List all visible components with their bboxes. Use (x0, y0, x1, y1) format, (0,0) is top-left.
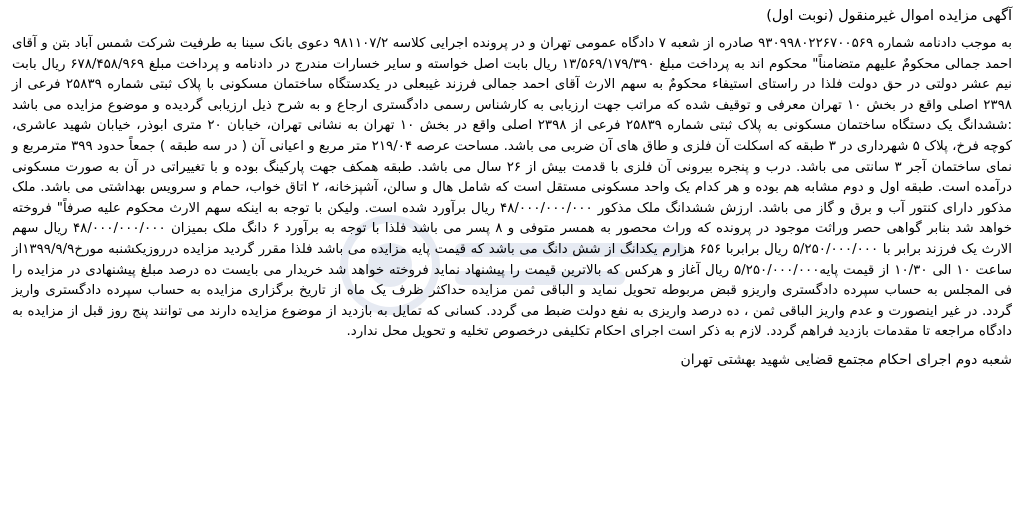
auction-notice (12, 4, 1012, 371)
notice-signature: شعبه دوم اجرای احکام مجتمع قضایی شهید بهشتی تهران (680, 351, 1012, 368)
notice-body: به موجب دادنامه شماره ۹۳۰۹۹۸۰۲۲۶۷۰۰۵۶۹ صادره از شعبه ۷ دادگاه عمومی تهران و در پرونده اجرایی کلاسه ۹۸۱۱۰۷/۲ دعوی بانک سینا به طرفیت شرکت شمس آباد بتن و آقای احمد جمالی محکومٌ علیهم متضامناً" محکوم اند به پرداخت مبلغ ۱۳/۵۶۹/۱۷۹/۳۹۰ ریال بابت اصل خواسته و سایر خسارات مندرج در دادنامه و پرداخت مبلغ ۶۷۸/۴۵۸/۹۶۹ ریال بابت نیم عشر دولتی در حق دولت فلذا در راستای استیفاء محکومٌ به سهم الارث آقای احمد جمالی فرزند غیبعلی در یکدستگاه ساختمان مسکونی با پلاک ثبتی شماره ۲۵۸۳۹ فرعی از ۲۳۹۸ اصلی واقع در بخش ۱۰ تهران معرفی و توقیف شده که مراتب جهت ارزیابی به کارشناس رسمی دادگستری ارجاع و به شرح ذیل ارزیابی گردیده و موضوع مزایده می باشد :ششدانگ یک دستگاه ساختمان مسکونی به پلاک ثبتی شماره ۲۵۸۳۹ فرعی از ۲۳۹۸ اصلی واقع در بخش ۱۰ تهران به نشانی تهران، خیابان ۲۰ متری ابوذر، خیابان شهید عاشری، کوچه فرخ، پلاک ۵ شهرداری در ۳ طبقه که اسکلت آن فلزی و طاق های آن ضربی می باشد. مساحت عرصه ۲۱۹/۰۴ متر مربع و اعیانی آن ( در سه طبقه ) جمعاً حدود ۳۹۹ مترمربع و نمای ساختمان آجر ۳ سانتی می باشد. درب و پنجره بیرونی آن فلزی با قدمت بیش از ۲۶ سال می باشد. طبقه همکف جهت پارکینگ بوده و با تغییراتی در آن به صورت مسکونی درآمده است. طبقه اول و دوم مشابه هم بوده و هر کدام یک واحد مسکونی مستقل است که شامل هال و سالن، آشپزخانه، ۲ اتاق خواب، حمام و سرویس بهداشتی می باشد. ملک مذکور دارای کنتور آب و برق و گاز می باشد. ارزش ششدانگ ملک مذکور ۴۸/۰۰۰/۰۰۰/۰۰۰ ریال برآورد شده است. ولیکن با توجه به اینکه سهم الارث محکوم علیه صرفاً" فروخته خواهد شد بنابر گواهی حصر وراثت موجود در پرونده که وراث محصور به همسر متوفی و ۸ پسر می باشد فلذا با توجه به برآورد ۶ دانگ ملک بمیزان ۴۸/۰۰۰/۰۰۰/۰۰۰ ریال سهم الارث یک فرزند برابر با ۵/۲۵۰/۰۰۰/۰۰۰ ریال برابربا ۶۵۶ هزارم یکدانگ از شش دانگ می باشد که قیمت پایه مزایده می باشد فلذا مقرر گردید مزایده درروزیکشنبه مورخ۱۳۹۹/۹/۹از ساعت ۱۰ الی ۱۰/۳۰ از قیمت پایه۵/۲۵۰/۰۰۰/۰۰۰ ریال آغاز و هرکس که بالاترین قیمت را پیشنهاد نماید فروخته خواهد شد خریدار می بایست ده درصد مبلغ پیشنهادی در مزایده را فی المجلس به حساب سپرده دادگستری واریزو قبض مربوطه تحویل نماید و الباقی ثمن مزایده حداکثر ظرف یک ماه از تاریخ برگزاری مزایده به حساب سپرده دادگستری واریز گردد. در غیر اینصورت و عدم واریز الباقی ثمن ، ده درصد واریزی به نفع دولت ضبط می گردد. کسانی که تمایل به بازدید از موضوع مزایده دارند می توانند پنج روز قبل از مزایده به دادگاه مراجعه تا مقدمات بازدید فراهم گردد. لازم به ذکر است اجرای احکام تکلیفی درخصوص تخلیه و تحویل محل ندارد. (12, 36, 1013, 340)
notice-title: آگهی مزایده اموال غیرمنقول (نوبت اول) (766, 8, 1012, 24)
